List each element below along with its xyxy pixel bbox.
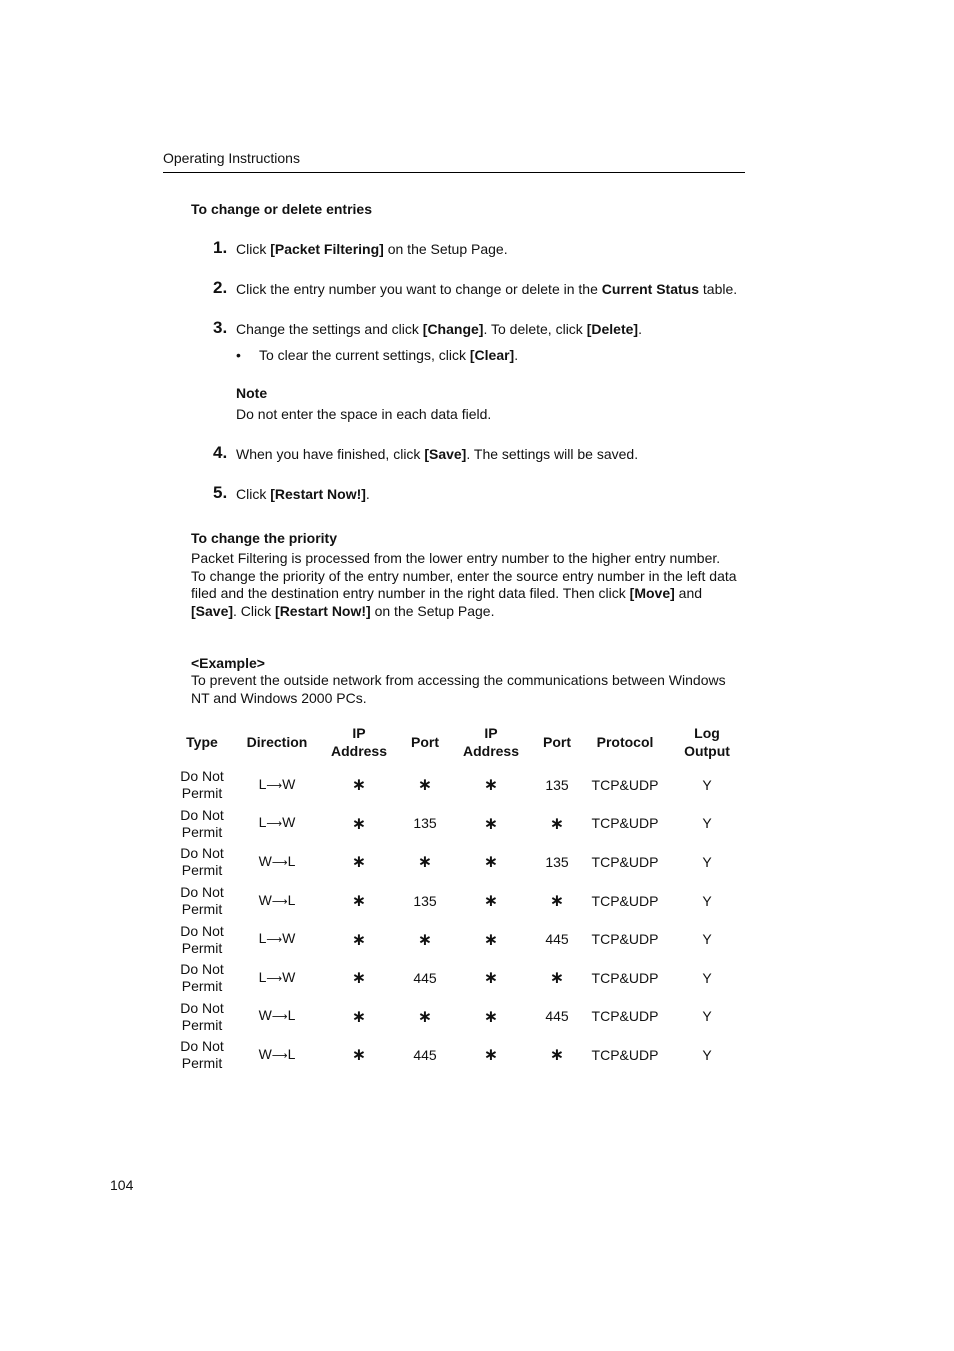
cell-protocol-value: TCP&UDP — [591, 969, 659, 986]
col-header-protocol — [584, 718, 666, 766]
col-header-type-l1: Type — [186, 734, 218, 750]
cell-dst-port — [530, 959, 584, 998]
cell-dst-port — [530, 843, 584, 882]
cell-direction — [234, 998, 320, 1037]
cell-direction — [234, 882, 320, 921]
cell-log-output-value: Y — [702, 1046, 712, 1063]
cell-src-port-value: ∗ — [417, 1006, 433, 1026]
cell-dst-ip — [452, 805, 530, 844]
dir-from: W — [258, 1007, 272, 1024]
cell-src-ip-value: ∗ — [351, 1006, 367, 1026]
cell-dst-port-value: 445 — [545, 1008, 569, 1025]
dir-from: W — [258, 891, 272, 908]
col-header-log-output-l2: Output — [684, 743, 730, 759]
cell-direction — [234, 805, 320, 844]
right-arrow-icon: ⟶ — [266, 934, 283, 947]
example-title: <Example> — [191, 655, 265, 671]
cell-log-output — [666, 766, 748, 805]
cell-dst-ip-value: ∗ — [483, 813, 499, 833]
right-arrow-icon: ⟶ — [271, 1049, 288, 1062]
cell-log-output — [666, 843, 748, 882]
bullet-post: . — [514, 347, 519, 363]
cell-dst-port-value: ∗ — [549, 968, 565, 988]
priority-line-4 — [191, 603, 747, 621]
filter-rules-table — [170, 718, 748, 1075]
step-3-text — [236, 321, 642, 337]
cell-log-output-value: Y — [702, 892, 712, 909]
cell-direction — [234, 959, 320, 998]
right-arrow-icon: ⟶ — [271, 895, 288, 908]
step-3-pre: Change the settings and click — [236, 321, 423, 337]
cell-dst-ip-value: ∗ — [483, 775, 499, 795]
cell-protocol — [584, 805, 666, 844]
dir-to: L — [287, 1045, 296, 1062]
table-row — [170, 1036, 748, 1075]
priority-save-label: [Save] — [191, 602, 234, 619]
cell-dst-ip-value: ∗ — [483, 1006, 499, 1026]
cell-dst-port-value: ∗ — [549, 1045, 565, 1065]
bullet-bold: [Clear] — [469, 347, 515, 363]
step-2-bold: Current Status — [601, 281, 699, 297]
cell-src-port-value: ∗ — [417, 775, 433, 795]
cell-type-l2: Permit — [181, 1016, 223, 1033]
cell-src-port — [398, 843, 452, 882]
col-header-dst-ip-l1: IP — [484, 725, 498, 741]
cell-log-output-value: Y — [702, 853, 712, 870]
example-line-2: NT and Windows 2000 PCs. — [191, 689, 367, 706]
table-row — [170, 920, 748, 959]
cell-src-port — [398, 766, 452, 805]
cell-type — [170, 959, 234, 998]
cell-src-ip — [320, 766, 398, 805]
cell-dst-ip-value: ∗ — [483, 1045, 499, 1065]
cell-dst-port — [530, 998, 584, 1037]
dir-from: W — [258, 1045, 272, 1062]
table-header-row — [170, 718, 748, 766]
right-arrow-icon: ⟶ — [271, 1011, 288, 1024]
col-header-protocol-l1: Protocol — [596, 734, 654, 750]
cell-src-port — [398, 959, 452, 998]
priority-line-4-post: on the Setup Page. — [370, 602, 495, 619]
col-header-src-port — [398, 718, 452, 766]
example-line-1: To prevent the outside network from accessing the communications between Windows — [191, 672, 726, 688]
cell-type — [170, 882, 234, 921]
cell-src-ip — [320, 805, 398, 844]
cell-log-output-value: Y — [702, 776, 712, 793]
step-2-text — [236, 281, 737, 297]
step-4-post: . The settings will be saved. — [466, 446, 639, 462]
cell-src-port-value: 135 — [413, 892, 437, 909]
step-4-bold: [Save] — [424, 446, 467, 462]
cell-log-output-value: Y — [702, 815, 712, 832]
cell-type-l1: Do Not — [180, 806, 224, 823]
cell-dst-port — [530, 882, 584, 921]
cell-src-ip-value: ∗ — [351, 929, 367, 949]
cell-type — [170, 998, 234, 1037]
cell-type — [170, 843, 234, 882]
cell-type-l1: Do Not — [180, 845, 224, 862]
cell-log-output-value: Y — [702, 931, 712, 948]
cell-protocol — [584, 998, 666, 1037]
col-header-dst-ip — [452, 718, 530, 766]
cell-protocol-value: TCP&UDP — [591, 931, 659, 948]
cell-dst-port-value: 135 — [545, 853, 569, 870]
cell-protocol-value: TCP&UDP — [591, 1046, 659, 1063]
cell-dst-ip — [452, 920, 530, 959]
col-header-type — [170, 718, 234, 766]
col-header-log-output — [666, 718, 748, 766]
cell-src-ip-value: ∗ — [351, 852, 367, 872]
cell-src-ip-value: ∗ — [351, 891, 367, 911]
step-5-pre: Click — [236, 486, 271, 502]
step-4-pre: When you have finished, click — [236, 446, 425, 462]
step-3-bold2: [Delete] — [586, 321, 639, 337]
step-2-post: table. — [699, 281, 738, 297]
cell-src-ip — [320, 920, 398, 959]
cell-protocol — [584, 843, 666, 882]
cell-type-l2: Permit — [181, 823, 223, 840]
section-title-change-delete: To change or delete entries — [191, 201, 373, 217]
dir-from: L — [258, 775, 267, 792]
cell-type-l1: Do Not — [180, 1038, 224, 1055]
cell-direction — [234, 920, 320, 959]
cell-type — [170, 1036, 234, 1075]
step-3-mid: . To delete, click — [483, 321, 587, 337]
dir-to: L — [287, 1007, 296, 1024]
running-header: Operating Instructions — [163, 150, 300, 166]
cell-dst-ip — [452, 1036, 530, 1075]
col-header-direction-l1: Direction — [246, 734, 308, 750]
cell-src-port-value: 445 — [413, 969, 437, 986]
table-row — [170, 959, 748, 998]
cell-dst-port — [530, 805, 584, 844]
note-text: Do not enter the space in each data field. — [236, 406, 492, 422]
cell-src-port-value: 445 — [413, 1046, 437, 1063]
cell-type-l1: Do Not — [180, 922, 224, 939]
step-5-text — [236, 486, 370, 502]
cell-protocol-value: TCP&UDP — [591, 853, 659, 870]
cell-dst-port-value: 445 — [545, 931, 569, 948]
example-paragraph — [191, 672, 747, 707]
priority-line-1: Packet Filtering is processed from the lower entry number to the higher entry number. — [191, 550, 721, 566]
cell-protocol — [584, 959, 666, 998]
cell-dst-port — [530, 766, 584, 805]
col-header-direction — [234, 718, 320, 766]
cell-dst-ip-value: ∗ — [483, 891, 499, 911]
step-1-bold: [Packet Filtering] — [270, 241, 384, 257]
cell-src-ip — [320, 882, 398, 921]
priority-line-3-post: and — [674, 585, 703, 602]
dir-from: L — [258, 968, 267, 985]
cell-protocol-value: TCP&UDP — [591, 815, 659, 832]
cell-direction — [234, 843, 320, 882]
cell-protocol-value: TCP&UDP — [591, 892, 659, 909]
bullet-mark: • — [236, 347, 241, 363]
cell-dst-ip-value: ∗ — [483, 968, 499, 988]
priority-move-label: [Move] — [629, 585, 675, 602]
cell-src-ip-value: ∗ — [351, 813, 367, 833]
priority-line-3 — [191, 585, 747, 603]
priority-paragraph — [191, 550, 747, 620]
cell-src-ip-value: ∗ — [351, 968, 367, 988]
dir-to: L — [287, 852, 296, 869]
col-header-dst-port — [530, 718, 584, 766]
cell-log-output-value: Y — [702, 969, 712, 986]
col-header-src-ip-l1: IP — [352, 725, 366, 741]
step-1-pre: Click — [236, 241, 271, 257]
cell-protocol-value: TCP&UDP — [591, 1008, 659, 1025]
priority-restart-label: [Restart Now!] — [275, 602, 371, 619]
cell-protocol — [584, 766, 666, 805]
right-arrow-icon: ⟶ — [266, 779, 283, 792]
priority-line-3-pre: filed and the destination entry number in the right data filed. Then click — [191, 585, 630, 602]
dir-to: W — [282, 814, 296, 831]
cell-src-port — [398, 998, 452, 1037]
cell-type — [170, 766, 234, 805]
cell-dst-ip — [452, 766, 530, 805]
cell-type-l1: Do Not — [180, 884, 224, 901]
cell-type — [170, 920, 234, 959]
note-title: Note — [236, 385, 268, 401]
step-2-number: 2. — [213, 278, 228, 297]
cell-src-ip-value: ∗ — [351, 1045, 367, 1065]
cell-src-port — [398, 805, 452, 844]
dir-from: L — [258, 930, 267, 947]
col-header-src-ip-l2: Address — [330, 743, 388, 759]
cell-dst-port-value: 135 — [545, 776, 569, 793]
dir-to: L — [287, 891, 296, 908]
step-1-number: 1. — [213, 238, 228, 257]
cell-type-l2: Permit — [181, 978, 223, 995]
cell-src-ip-value: ∗ — [351, 775, 367, 795]
table-row — [170, 766, 748, 805]
step-3-bold: [Change] — [422, 321, 484, 337]
table-row — [170, 805, 748, 844]
cell-dst-port — [530, 1036, 584, 1075]
cell-log-output — [666, 920, 748, 959]
cell-protocol-value: TCP&UDP — [591, 776, 659, 793]
cell-src-port — [398, 920, 452, 959]
table-row — [170, 882, 748, 921]
cell-src-ip — [320, 998, 398, 1037]
dir-from: L — [258, 814, 267, 831]
cell-log-output — [666, 882, 748, 921]
cell-log-output — [666, 998, 748, 1037]
cell-protocol — [584, 882, 666, 921]
priority-line-2: To change the priority of the entry number, enter the source entry number in the left data — [191, 567, 737, 584]
cell-protocol — [584, 920, 666, 959]
col-header-src-ip — [320, 718, 398, 766]
cell-src-port-value: ∗ — [417, 929, 433, 949]
cell-type-l1: Do Not — [180, 961, 224, 978]
cell-type-l2: Permit — [181, 1055, 223, 1072]
section-title-priority: To change the priority — [191, 530, 337, 546]
col-header-dst-ip-l2: Address — [462, 743, 520, 759]
step-5-number: 5. — [213, 483, 228, 502]
cell-dst-port-value: ∗ — [549, 891, 565, 911]
cell-src-port-value: 135 — [413, 815, 437, 832]
cell-type-l2: Permit — [181, 785, 223, 802]
bullet-pre: To clear the current settings, click — [259, 347, 470, 363]
cell-type-l2: Permit — [181, 862, 223, 879]
cell-log-output-value: Y — [702, 1008, 712, 1025]
cell-dst-ip-value: ∗ — [483, 929, 499, 949]
right-arrow-icon: ⟶ — [271, 856, 288, 869]
cell-src-port-value: ∗ — [417, 852, 433, 872]
cell-type — [170, 805, 234, 844]
step-5-bold: [Restart Now!] — [270, 486, 366, 502]
cell-dst-port — [530, 920, 584, 959]
cell-src-ip — [320, 959, 398, 998]
cell-log-output — [666, 959, 748, 998]
dir-to: W — [282, 775, 296, 792]
cell-dst-ip — [452, 882, 530, 921]
right-arrow-icon: ⟶ — [266, 818, 283, 831]
cell-dst-ip — [452, 959, 530, 998]
header-divider — [163, 172, 745, 173]
cell-dst-ip — [452, 843, 530, 882]
step-1-post: on the Setup Page. — [383, 241, 508, 257]
dir-to: W — [282, 968, 296, 985]
cell-dst-ip — [452, 998, 530, 1037]
step-2-pre: Click the entry number you want to change or delete in the — [236, 281, 602, 297]
col-header-src-port-l1: Port — [411, 734, 439, 750]
step-1-text — [236, 241, 508, 257]
dir-from: W — [258, 852, 272, 869]
cell-direction — [234, 1036, 320, 1075]
table-body — [170, 766, 748, 1075]
table-row — [170, 843, 748, 882]
table-row — [170, 998, 748, 1037]
step-4-number: 4. — [213, 443, 228, 462]
col-header-log-output-l1: Log — [694, 725, 720, 741]
step-3-post: . — [638, 321, 642, 337]
dir-to: W — [282, 930, 296, 947]
col-header-dst-port-l1: Port — [543, 734, 571, 750]
cell-log-output — [666, 805, 748, 844]
priority-line-4-mid: . Click — [233, 602, 276, 619]
cell-src-ip — [320, 1036, 398, 1075]
cell-dst-port-value: ∗ — [549, 813, 565, 833]
cell-type-l1: Do Not — [180, 999, 224, 1016]
cell-type-l1: Do Not — [180, 768, 224, 785]
cell-src-ip — [320, 843, 398, 882]
cell-type-l2: Permit — [181, 901, 223, 918]
step-4-text — [236, 446, 638, 462]
cell-src-port — [398, 1036, 452, 1075]
cell-protocol — [584, 1036, 666, 1075]
bullet-clear-text — [259, 347, 518, 363]
right-arrow-icon: ⟶ — [266, 972, 283, 985]
page-number: 104 — [110, 1177, 134, 1193]
cell-src-port — [398, 882, 452, 921]
step-3-number: 3. — [213, 318, 228, 337]
cell-direction — [234, 766, 320, 805]
cell-log-output — [666, 1036, 748, 1075]
cell-dst-ip-value: ∗ — [483, 852, 499, 872]
cell-type-l2: Permit — [181, 939, 223, 956]
step-5-post: . — [365, 486, 370, 502]
